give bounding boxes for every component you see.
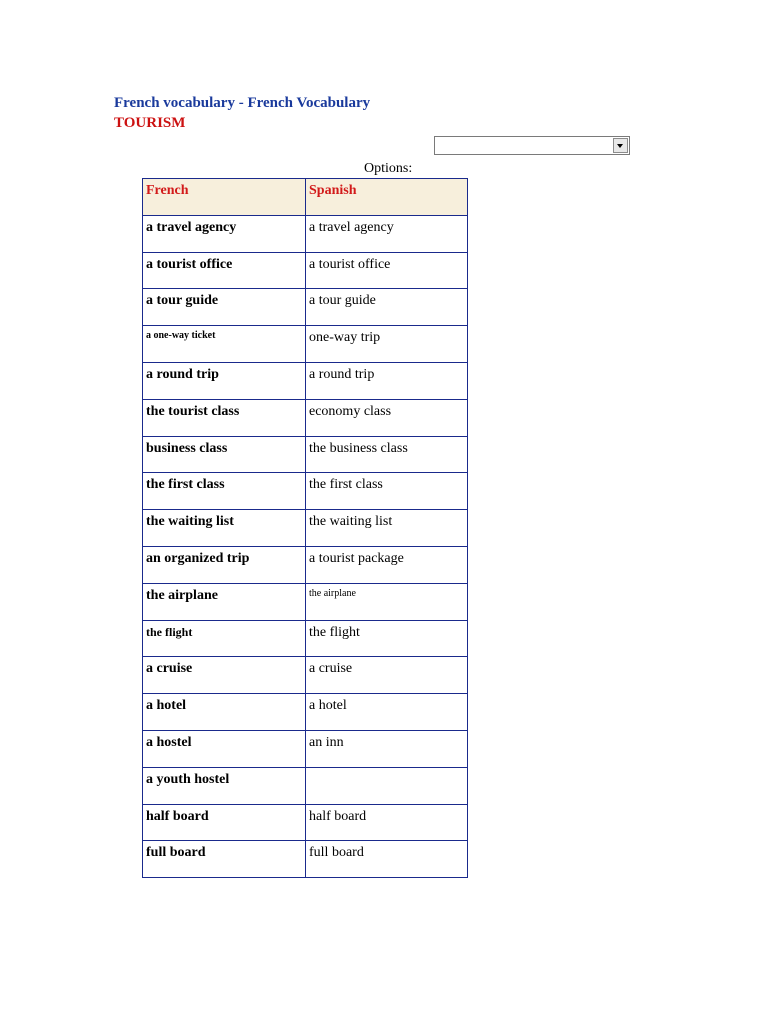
spanish-cell: the waiting list [306, 510, 468, 547]
options-select[interactable] [434, 136, 630, 155]
french-cell: a round trip [143, 362, 306, 399]
spanish-cell: the airplane [306, 583, 468, 620]
french-cell: a tour guide [143, 289, 306, 326]
spanish-cell: a cruise [306, 657, 468, 694]
table-row [143, 473, 468, 510]
table-row [143, 399, 468, 436]
dropdown-button[interactable] [613, 138, 628, 153]
table-row [143, 326, 468, 363]
options-label: Options: [364, 161, 413, 176]
table-row [143, 583, 468, 620]
french-cell: the airplane [143, 583, 306, 620]
table-row [143, 510, 468, 547]
header-spanish: Spanish [306, 179, 468, 216]
french-cell: a hotel [143, 694, 306, 731]
french-cell: a one-way ticket [143, 326, 306, 363]
table-row [143, 362, 468, 399]
spanish-cell: half board [306, 804, 468, 841]
french-cell: the first class [143, 473, 306, 510]
table-header-row [143, 179, 468, 216]
french-cell: the waiting list [143, 510, 306, 547]
spanish-cell: the first class [306, 473, 468, 510]
table-row [143, 841, 468, 878]
spanish-cell: full board [306, 841, 468, 878]
table-row [143, 546, 468, 583]
french-cell: the flight [143, 620, 306, 657]
french-cell: a tourist office [143, 252, 306, 289]
table-row [143, 620, 468, 657]
spanish-cell: the flight [306, 620, 468, 657]
spanish-cell: a travel agency [306, 215, 468, 252]
french-cell: full board [143, 841, 306, 878]
french-cell: a travel agency [143, 215, 306, 252]
french-cell: a cruise [143, 657, 306, 694]
spanish-cell: a tourist office [306, 252, 468, 289]
header-french: French [143, 179, 306, 216]
spanish-cell: the business class [306, 436, 468, 473]
chevron-down-icon [617, 144, 623, 148]
spanish-cell: one-way trip [306, 326, 468, 363]
table-row [143, 252, 468, 289]
table-row [143, 730, 468, 767]
table-row [143, 436, 468, 473]
spanish-cell: a tourist package [306, 546, 468, 583]
spanish-cell [306, 767, 468, 804]
table-row [143, 694, 468, 731]
spanish-cell: economy class [306, 399, 468, 436]
vocabulary-table [142, 178, 468, 878]
table-row [143, 767, 468, 804]
french-cell: the tourist class [143, 399, 306, 436]
table-row [143, 657, 468, 694]
french-cell: a youth hostel [143, 767, 306, 804]
page-subtitle: TOURISM [114, 115, 186, 131]
table-row [143, 215, 468, 252]
french-cell: business class [143, 436, 306, 473]
spanish-cell: an inn [306, 730, 468, 767]
table-row [143, 289, 468, 326]
french-cell: a hostel [143, 730, 306, 767]
page-title: French vocabulary - French Vocabulary [114, 95, 371, 111]
spanish-cell: a hotel [306, 694, 468, 731]
table-row [143, 804, 468, 841]
spanish-cell: a round trip [306, 362, 468, 399]
spanish-cell: a tour guide [306, 289, 468, 326]
french-cell: half board [143, 804, 306, 841]
french-cell: an organized trip [143, 546, 306, 583]
